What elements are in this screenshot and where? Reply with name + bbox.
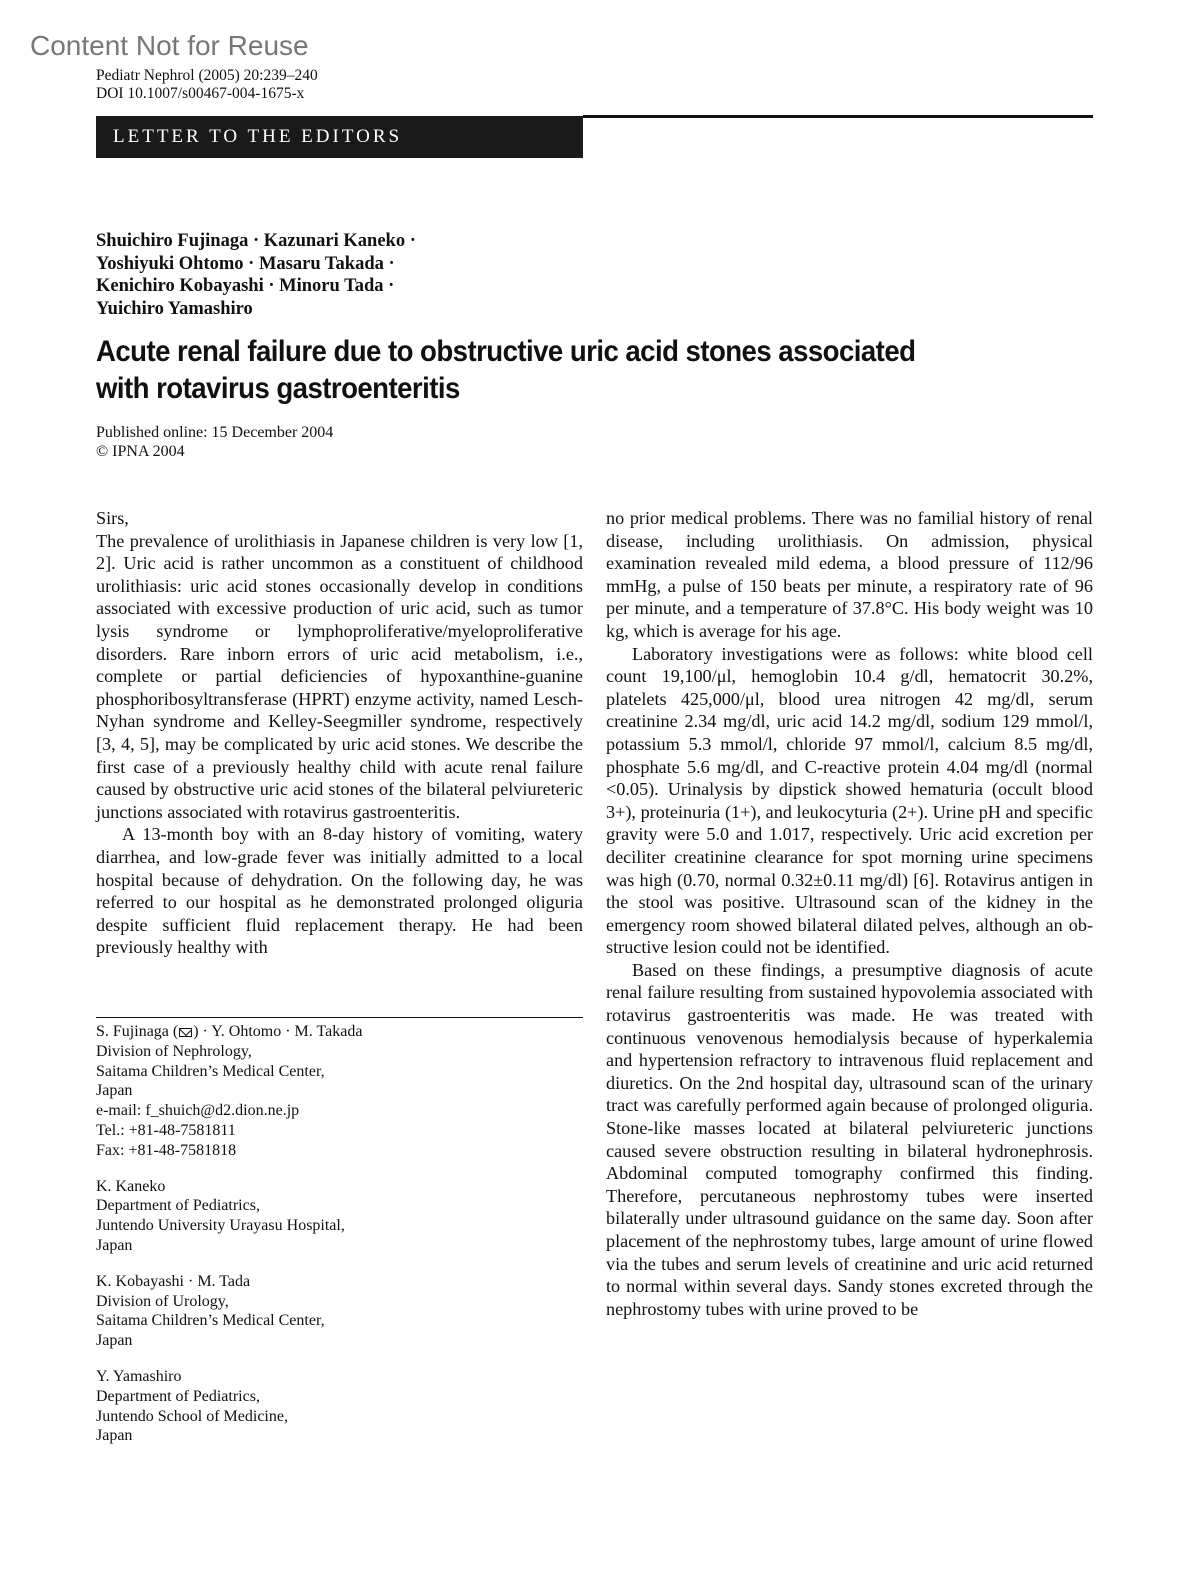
affiliation-line: K. Kaneko <box>96 1177 166 1195</box>
body-paragraph: A 13-month boy with an 8-day history of vomiting, watery diarrhea, and low-grade fever was initially admitted to a local hospital because of dehydration. On the following day, he was referred to our hospital as he demonstrated prolonged oliguria despite sufficient fluid replacement therapy. He had been previously healthy with <box>96 824 583 958</box>
affiliation-line: Saitama Children’s Medical Center, <box>96 1062 325 1080</box>
affiliation-line: Division of Urology, <box>96 1292 229 1310</box>
affiliation-line: Juntendo University Urayasu Hospital, <box>96 1217 345 1235</box>
affiliation-line: Japan <box>96 1236 133 1254</box>
author-list <box>96 230 416 320</box>
affiliation-block <box>96 1022 583 1161</box>
email-line: e-mail: f_shuich@d2.dion.ne.jp <box>96 1102 300 1120</box>
corresponding-author-suffix: ) · Y. Ohtomo · M. Takada <box>193 1023 363 1040</box>
affiliation-line: K. Kobayashi · M. Tada <box>96 1272 251 1290</box>
affiliation-block <box>96 1177 583 1256</box>
title-line: Acute renal failure due to obstructive uric acid stones associated <box>96 335 916 368</box>
journal-doi: DOI 10.1007/s00467-004-1675-x <box>96 85 305 102</box>
author-line: Kenichiro Kobayashi · Minoru Tada · <box>96 276 395 296</box>
corresponding-author-prefix: S. Fujinaga ( <box>96 1023 179 1040</box>
affiliation-line: Department of Pediatrics, <box>96 1197 260 1215</box>
affiliation-block <box>96 1272 583 1351</box>
author-line: Yoshiyuki Ohtomo · Masaru Takada · <box>96 253 395 274</box>
affiliation-line: Japan <box>96 1082 133 1100</box>
body-right-column <box>606 507 1093 1320</box>
author-line: Shuichiro Fujinaga · Kazunari Kaneko · <box>96 231 416 251</box>
body-paragraph: Based on these findings, a presumptive diagnosis of acute renal failure resulting from sustained hypovolemia associated with rotavirus gastroenteritis was made. He was treated with continuous venovenous hemodialysis because of hyperkalemia and hypertension refractory to intravenous fluid replacement and diuretics. On the 2nd hospital day, ultrasound scan of the urinary tract was carefully performed again because of prolonged oliguria. Stone-like masses located at bilateral pelviureteric junctions caused severe obstruction resulting in bilateral hydronephrosis. Abdominal computed tomography confirmed this finding. Therefore, percutaneous nephrostomy tubes were inserted bilaterally under ultrasound guidance on the same day. Soon after placement of the nephrostomy tubes, large amount of urine flowed via the tubes and serum levels of creatinine and uric acid returned to normal within several days. Sandy stones excreted through the nephrostomy tubes with urine proved to be <box>606 959 1093 1319</box>
published-date: Published online: 15 December 2004 <box>96 424 334 441</box>
body-paragraph: Laboratory investigations were as follows: white blood cell count 19,100/μl, hemoglobin 10.4 g/dl, hematocrit 30.2%, platelets 425,000/μl, blood urea nitrogen 42 mg/​dl, serum creatinine 2.34 mg/dl, uric acid 14.2 mg/dl, sodium 129 mmol/l, potassium 5.3 mmol/l, chloride 97 mmol/l, calcium 8.5 mg/dl, phosphate 5.6 mg/dl, and C-reactive protein 4.04 mg/dl (normal <0.05). Urinalysis by dipstick showed hematuria (occult blood 3+), proteinuria (1+), and leukocyturia (2+). Urine pH and specific gravity were 5.0 and 1.017, respectively. Uric acid excretion per deciliter creatinine clearance for spot morning urine specimens was high (0.70, normal 0.32±0.11 mg/dl) [6]. Rotavirus antigen in the stool was positive. Ultrasound scan of the kidney in the emergency room showed bilateral dilated pelves, although an obstructive lesion could not be identified. <box>606 643 1093 958</box>
affiliation-line: Department of Pediatrics, <box>96 1387 260 1405</box>
title-line: with rotavirus gastroenteritis <box>96 372 460 405</box>
affiliation-divider <box>96 1017 583 1018</box>
affiliation-line: Japan <box>96 1427 133 1445</box>
salutation: Sirs, <box>96 508 129 528</box>
corresponding-author-line <box>96 1022 583 1042</box>
affiliation-line: Saitama Children’s Medical Center, <box>96 1312 325 1330</box>
article-title <box>96 333 1016 407</box>
body-paragraph: no prior medical problems. There was no familial history of renal disease, including urolithiasis. On admission, physical examination revealed mild edema, a blood pressure of 112/96 mmHg, a pulse of 150 beats per minute, a respiratory rate of 96 per minute, and a temperature of 37.8°C. His body weight was 10 kg, which is average for his age. <box>606 508 1093 641</box>
section-banner: LETTER TO THE EDITORS <box>96 116 583 158</box>
affiliation-line: Juntendo School of Medicine, <box>96 1407 288 1425</box>
journal-citation: Pediatr Nephrol (2005) 20:239–240 <box>96 67 318 84</box>
envelope-icon <box>179 1028 192 1037</box>
fax-line: Fax: +81-48-7581818 <box>96 1141 237 1159</box>
copyright: © IPNA 2004 <box>96 443 185 460</box>
journal-reference <box>96 67 318 103</box>
affiliation-block <box>96 1367 583 1446</box>
watermark-text: Content Not for Reuse <box>30 30 309 61</box>
affiliation-line: Japan <box>96 1332 133 1350</box>
author-line: Yuichiro Yamashiro <box>96 298 253 319</box>
affiliation-line: Y. Yamashiro <box>96 1367 182 1385</box>
header-rule <box>583 115 1093 118</box>
affiliations <box>96 1022 583 1462</box>
publication-info <box>96 423 333 461</box>
body-left-column <box>96 507 583 959</box>
phone-line: Tel.: +81-48-7581811 <box>96 1121 236 1139</box>
affiliation-line: Division of Nephrology, <box>96 1042 252 1060</box>
body-paragraph: The prevalence of urolithiasis in Japanese children is very low [1, 2]. Uric acid is rather uncommon as a constituent of childhood urolithiasis: uric acid stones occasionally develop in conditions associated with excessive production of uric acid, such as tumor lysis syndrome or lymphoproliferative/myeloproliferative disorders. Rare inborn errors of uric acid metabolism, i.e., complete or partial deficiencies of hypoxanthine-guanine phosphoribosyltransferase (HPRT) enzyme activity, named Lesch-Nyhan syndrome and Kelley-Seegmiller syndrome, respectively [3, 4, 5], may be complicated by uric acid stones. We describe the first case of a previously healthy child with acute renal failure caused by obstructive uric acid stones of the bilateral pelviureteric junctions associated with rotavirus gastroenteritis. <box>96 530 583 822</box>
